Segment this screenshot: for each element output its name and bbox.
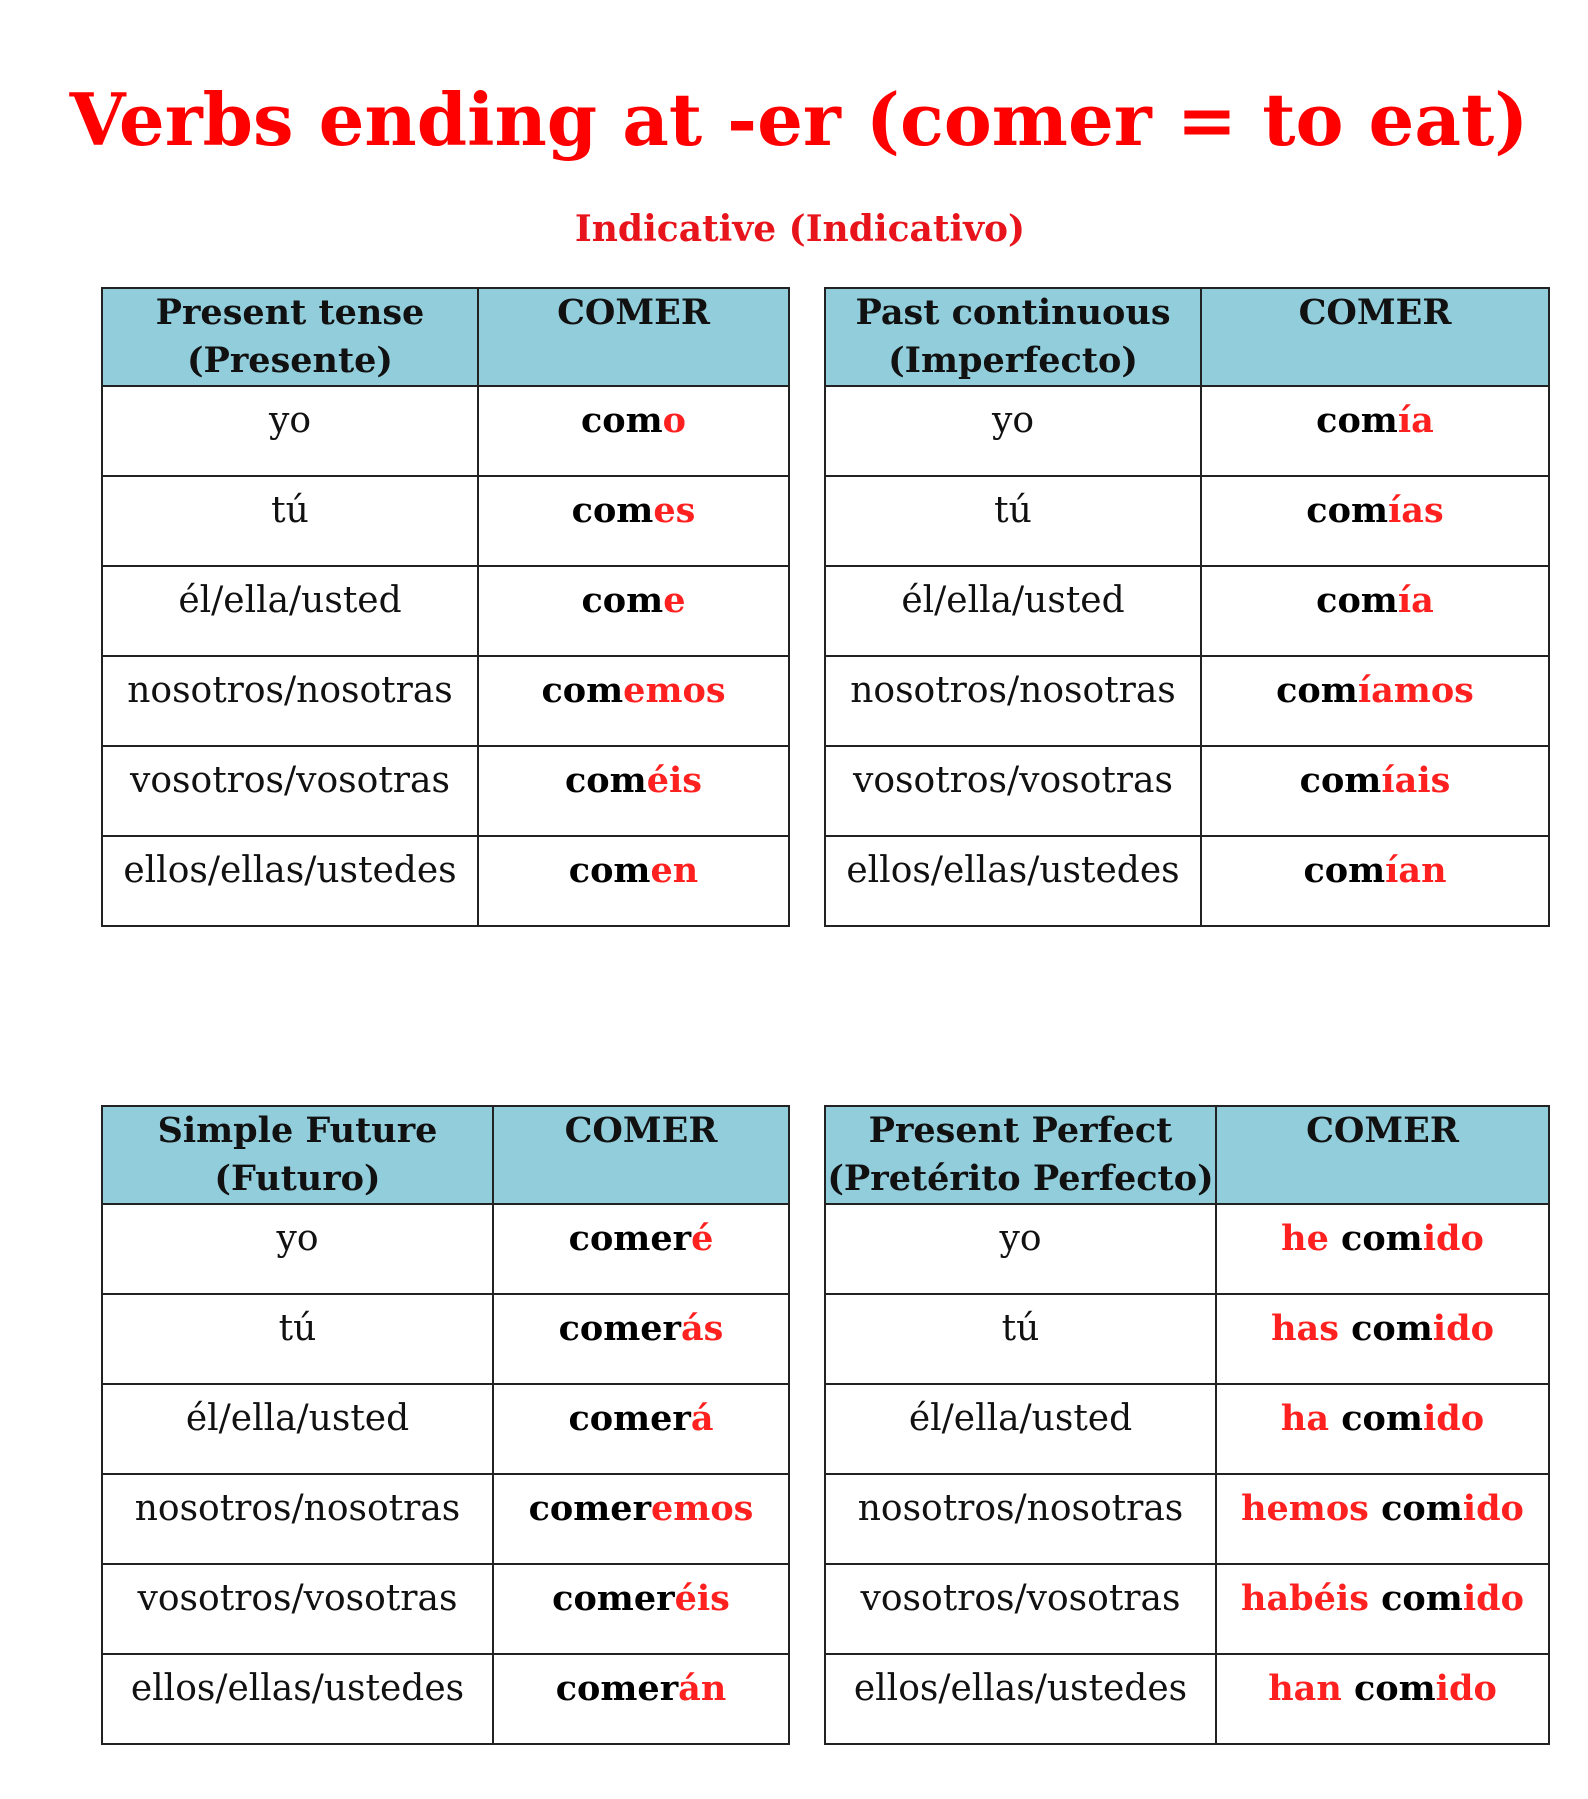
pronoun-cell: vosotros/vosotras: [825, 746, 1201, 836]
table-row: [825, 1564, 1549, 1654]
conjugation-cell: [478, 836, 789, 926]
verb-ending: íais: [1381, 760, 1451, 801]
table-row: [825, 746, 1549, 836]
pronoun-cell: ellos/ellas/ustedes: [825, 1654, 1216, 1744]
conjugation-cell: [1216, 1654, 1549, 1744]
verb-ending: éis: [674, 1578, 730, 1619]
conjugation-cell: [478, 476, 789, 566]
tense-spanish-name: (Presente): [186, 340, 393, 381]
table-header-row: [825, 288, 1549, 386]
conjugation-cell: [1201, 386, 1549, 476]
auxiliary-verb: he: [1281, 1218, 1329, 1259]
table-row: [825, 476, 1549, 566]
conjugation-cell: [1216, 1204, 1549, 1294]
table-row: [825, 1474, 1549, 1564]
page-title: Verbs ending at -er (comer = to eat): [69, 77, 1529, 162]
table-row: [825, 1654, 1549, 1744]
pronoun-cell: ellos/ellas/ustedes: [102, 1654, 493, 1744]
conjugation-cell: [1201, 836, 1549, 926]
table-row: [825, 386, 1549, 476]
verb-ending: es: [653, 490, 696, 531]
table-row: [102, 746, 789, 836]
verb-stem: comer: [568, 1218, 692, 1259]
table-row: [102, 1654, 789, 1744]
verb-ending: ía: [1397, 580, 1434, 621]
verb-stem: com: [1316, 400, 1398, 441]
tense-header: [102, 1106, 493, 1204]
conjugation-cell: [493, 1474, 789, 1564]
tense-spanish-name: (Futuro): [214, 1158, 381, 1199]
pronoun-cell: él/ella/usted: [102, 566, 478, 656]
verb-stem: com: [581, 580, 664, 621]
pronoun-cell: tú: [825, 476, 1201, 566]
table-row: [102, 836, 789, 926]
conjugation-cell: [478, 746, 789, 836]
verb-stem: com: [1341, 1398, 1423, 1439]
verb-ending: ías: [1388, 490, 1444, 531]
verb-stem: com: [568, 850, 651, 891]
table-row: [102, 476, 789, 566]
pronoun-cell: tú: [102, 476, 478, 566]
past-continuous-table: [824, 287, 1550, 927]
conjugation-cell: [1216, 1564, 1549, 1654]
verb-stem: comer: [555, 1668, 679, 1709]
tense-spanish-name: (Pretérito Perfecto): [827, 1158, 1214, 1199]
pronoun-cell: él/ella/usted: [825, 1384, 1216, 1474]
verb-ending: ido: [1422, 1218, 1484, 1259]
verb-ending: é: [691, 1218, 714, 1259]
verb-ending: ido: [1462, 1488, 1524, 1529]
pronoun-cell: yo: [825, 1204, 1216, 1294]
table-row: [825, 566, 1549, 656]
verb-ending: emos: [623, 670, 726, 711]
table-row: [825, 1384, 1549, 1474]
table-row: [102, 1384, 789, 1474]
tense-name: Past continuous: [855, 292, 1171, 333]
conjugation-cell: [1216, 1294, 1549, 1384]
pronoun-cell: vosotros/vosotras: [102, 746, 478, 836]
verb-header: COMER: [1216, 1106, 1549, 1204]
verb-stem: comer: [552, 1578, 675, 1619]
verb-header: COMER: [478, 288, 789, 386]
verb-stem: com: [1381, 1578, 1463, 1619]
verb-ending: en: [650, 850, 699, 891]
verb-stem: com: [1341, 1218, 1423, 1259]
pronoun-cell: yo: [102, 386, 478, 476]
verb-ending: á: [690, 1398, 714, 1439]
pronoun-cell: él/ella/usted: [102, 1384, 493, 1474]
verb-stem: comer: [568, 1398, 691, 1439]
table-row: [825, 1294, 1549, 1384]
verb-stem: com: [1306, 490, 1388, 531]
verb-stem: com: [1381, 1488, 1463, 1529]
tense-header: [102, 288, 478, 386]
conjugation-cell: [478, 386, 789, 476]
conjugation-cell: [493, 1654, 789, 1744]
verb-stem: com: [541, 670, 624, 711]
verb-stem: com: [1353, 1668, 1436, 1709]
section-subtitle: Indicative (Indicativo): [574, 208, 1026, 250]
table-row: [102, 386, 789, 476]
pronoun-cell: nosotros/nosotras: [102, 656, 478, 746]
table-row: [825, 836, 1549, 926]
verb-stem: comer: [528, 1488, 652, 1529]
tense-spanish-name: (Imperfecto): [888, 340, 1138, 381]
tense-name: Present Perfect: [868, 1110, 1173, 1151]
verb-ending: e: [663, 580, 686, 621]
verb-stem: com: [565, 760, 647, 801]
pronoun-cell: vosotros/vosotras: [825, 1564, 1216, 1654]
table-header-row: [102, 288, 789, 386]
simple-future-table: [101, 1105, 790, 1745]
verb-ending: emos: [651, 1488, 754, 1529]
verb-stem: com: [1299, 760, 1382, 801]
conjugation-cell: [1201, 566, 1549, 656]
verb-stem: com: [580, 400, 663, 441]
table-row: [102, 1294, 789, 1384]
conjugation-cell: [493, 1204, 789, 1294]
verb-ending: íamos: [1357, 670, 1474, 711]
verb-stem: com: [1316, 580, 1398, 621]
verb-stem: com: [571, 490, 654, 531]
verb-ending: ido: [1462, 1578, 1524, 1619]
table-row: [102, 1204, 789, 1294]
verb-ending: ás: [681, 1308, 724, 1349]
table-row: [102, 1474, 789, 1564]
pronoun-cell: vosotros/vosotras: [102, 1564, 493, 1654]
pronoun-cell: nosotros/nosotras: [825, 656, 1201, 746]
verb-ending: ía: [1397, 400, 1434, 441]
conjugation-cell: [493, 1384, 789, 1474]
present-perfect-table: [824, 1105, 1550, 1745]
verb-stem: com: [1351, 1308, 1433, 1349]
pronoun-cell: ellos/ellas/ustedes: [102, 836, 478, 926]
pronoun-cell: tú: [102, 1294, 493, 1384]
verb-ending: éis: [646, 760, 702, 801]
tense-name: Present tense: [155, 292, 425, 333]
table-row: [102, 1564, 789, 1654]
tense-name: Simple Future: [157, 1110, 438, 1151]
conjugation-cell: [478, 566, 789, 656]
auxiliary-verb: has: [1271, 1308, 1339, 1349]
pronoun-cell: nosotros/nosotras: [825, 1474, 1216, 1564]
auxiliary-verb: ha: [1280, 1398, 1330, 1439]
auxiliary-verb: habéis: [1241, 1578, 1369, 1619]
pronoun-cell: yo: [102, 1204, 493, 1294]
table-header-row: [102, 1106, 789, 1204]
verb-ending: án: [678, 1668, 727, 1709]
conjugation-cell: [493, 1564, 789, 1654]
conjugation-cell: [1216, 1384, 1549, 1474]
verb-header: COMER: [493, 1106, 789, 1204]
auxiliary-verb: hemos: [1241, 1488, 1369, 1529]
verb-ending: ido: [1435, 1668, 1497, 1709]
conjugation-cell: [493, 1294, 789, 1384]
pronoun-cell: ellos/ellas/ustedes: [825, 836, 1201, 926]
table-row: [825, 656, 1549, 746]
verb-ending: ido: [1422, 1398, 1485, 1439]
verb-ending: ían: [1385, 850, 1447, 891]
pronoun-cell: yo: [825, 386, 1201, 476]
tense-header: [825, 1106, 1216, 1204]
verb-stem: comer: [558, 1308, 681, 1349]
verb-stem: com: [1303, 850, 1386, 891]
conjugation-cell: [1201, 476, 1549, 566]
conjugation-cell: [1201, 746, 1549, 836]
conjugation-cell: [1216, 1474, 1549, 1564]
table-header-row: [825, 1106, 1549, 1204]
auxiliary-verb: han: [1268, 1668, 1342, 1709]
pronoun-cell: tú: [825, 1294, 1216, 1384]
table-row: [825, 1204, 1549, 1294]
verb-ending: ido: [1432, 1308, 1494, 1349]
present-tense-table: [101, 287, 790, 927]
conjugation-cell: [1201, 656, 1549, 746]
verb-stem: com: [1276, 670, 1358, 711]
table-row: [102, 656, 789, 746]
verb-ending: o: [662, 400, 687, 441]
pronoun-cell: él/ella/usted: [825, 566, 1201, 656]
tense-header: [825, 288, 1201, 386]
pronoun-cell: nosotros/nosotras: [102, 1474, 493, 1564]
conjugation-cell: [478, 656, 789, 746]
table-row: [102, 566, 789, 656]
verb-header: COMER: [1201, 288, 1549, 386]
